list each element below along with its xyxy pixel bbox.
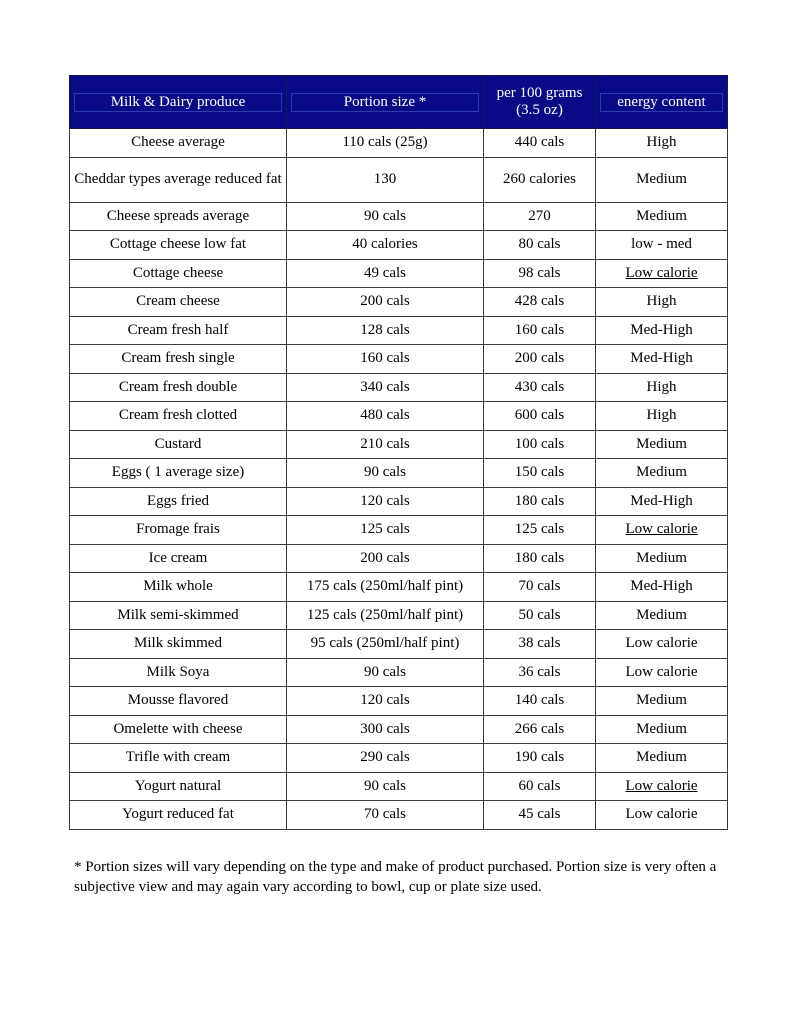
table-row (70, 157, 728, 202)
cell-per100: 190 cals (484, 744, 596, 773)
cell-portion: 130 (287, 157, 484, 202)
table-row (70, 202, 728, 231)
cell-portion: 210 cals (287, 430, 484, 459)
cell-portion: 90 cals (287, 658, 484, 687)
cell-portion: 128 cals (287, 316, 484, 345)
cell-per100: 36 cals (484, 658, 596, 687)
cell-portion: 480 cals (287, 402, 484, 431)
table-row (70, 316, 728, 345)
table-row (70, 459, 728, 488)
cell-energy: Low calorie (596, 772, 728, 801)
cell-item: Milk Soya (70, 658, 287, 687)
cell-portion: 49 cals (287, 259, 484, 288)
table-row (70, 687, 728, 716)
cell-energy: Low calorie (596, 516, 728, 545)
cell-energy: Medium (596, 687, 728, 716)
table-header (70, 76, 728, 129)
cell-portion: 120 cals (287, 687, 484, 716)
cell-per100: 440 cals (484, 129, 596, 158)
cell-item: Custard (70, 430, 287, 459)
cell-energy: Med-High (596, 487, 728, 516)
cell-portion: 110 cals (25g) (287, 129, 484, 158)
cell-portion: 125 cals (287, 516, 484, 545)
cell-item: Eggs ( 1 average size) (70, 459, 287, 488)
cell-energy: High (596, 402, 728, 431)
table-row (70, 487, 728, 516)
table-row (70, 288, 728, 317)
cell-item: Cream fresh clotted (70, 402, 287, 431)
cell-item: Fromage frais (70, 516, 287, 545)
cell-per100: 160 cals (484, 316, 596, 345)
cell-per100: 428 cals (484, 288, 596, 317)
cell-portion: 40 calories (287, 231, 484, 260)
cell-energy: High (596, 288, 728, 317)
cell-energy: Medium (596, 744, 728, 773)
cell-energy: Low calorie (596, 658, 728, 687)
cell-energy: Medium (596, 544, 728, 573)
cell-portion: 175 cals (250ml/half pint) (287, 573, 484, 602)
table-row (70, 772, 728, 801)
cell-energy: Med-High (596, 316, 728, 345)
cell-energy: Medium (596, 202, 728, 231)
cell-item: Cheddar types average reduced fat (70, 157, 287, 202)
cell-per100: 60 cals (484, 772, 596, 801)
header-item: Milk & Dairy produce (70, 76, 287, 129)
table-row (70, 658, 728, 687)
cell-per100: 38 cals (484, 630, 596, 659)
table-row (70, 345, 728, 374)
cell-item: Cottage cheese low fat (70, 231, 287, 260)
cell-item: Eggs fried (70, 487, 287, 516)
footnote: * Portion sizes will vary depending on the type and make of product purchased. Portion size is very often a subjective view and may again vary according to bowl, cup or plate size used. (74, 859, 717, 895)
table-row (70, 516, 728, 545)
header-portion: Portion size * (287, 76, 484, 129)
cell-item: Cream fresh single (70, 345, 287, 374)
cell-item: Cream fresh half (70, 316, 287, 345)
header-energy: energy content (596, 76, 728, 129)
cell-portion: 90 cals (287, 202, 484, 231)
cell-per100: 140 cals (484, 687, 596, 716)
cell-per100: 180 cals (484, 544, 596, 573)
table-row (70, 402, 728, 431)
cell-per100: 200 cals (484, 345, 596, 374)
cell-item: Yogurt reduced fat (70, 801, 287, 830)
cell-portion: 200 cals (287, 288, 484, 317)
table-row (70, 373, 728, 402)
table-row (70, 801, 728, 830)
cell-per100: 100 cals (484, 430, 596, 459)
cell-per100: 98 cals (484, 259, 596, 288)
cell-portion: 90 cals (287, 459, 484, 488)
cell-energy: Low calorie (596, 259, 728, 288)
table-row (70, 231, 728, 260)
cell-energy: Medium (596, 430, 728, 459)
cell-portion: 125 cals (250ml/half pint) (287, 601, 484, 630)
cell-item: Cheese spreads average (70, 202, 287, 231)
cell-energy: Medium (596, 601, 728, 630)
cell-portion: 95 cals (250ml/half pint) (287, 630, 484, 659)
cell-per100: 260 calories (484, 157, 596, 202)
table-row (70, 259, 728, 288)
cell-per100: 430 cals (484, 373, 596, 402)
cell-portion: 340 cals (287, 373, 484, 402)
cell-item: Milk skimmed (70, 630, 287, 659)
cell-item: Cream fresh double (70, 373, 287, 402)
cell-portion: 300 cals (287, 715, 484, 744)
table-row (70, 744, 728, 773)
header-per100: per 100 grams (3.5 oz) (484, 76, 596, 129)
cell-energy: Low calorie (596, 630, 728, 659)
cell-energy: Medium (596, 459, 728, 488)
table-row (70, 430, 728, 459)
cell-per100: 600 cals (484, 402, 596, 431)
cell-per100: 70 cals (484, 573, 596, 602)
cell-item: Milk semi-skimmed (70, 601, 287, 630)
cell-energy: low - med (596, 231, 728, 260)
cell-energy: High (596, 373, 728, 402)
cell-per100: 266 cals (484, 715, 596, 744)
table-row (70, 544, 728, 573)
cell-energy: Med-High (596, 345, 728, 374)
calorie-table (69, 75, 728, 830)
cell-per100: 270 (484, 202, 596, 231)
table-body (70, 129, 728, 830)
cell-energy: High (596, 129, 728, 158)
cell-per100: 80 cals (484, 231, 596, 260)
cell-energy: Med-High (596, 573, 728, 602)
cell-item: Cheese average (70, 129, 287, 158)
cell-portion: 290 cals (287, 744, 484, 773)
cell-portion: 70 cals (287, 801, 484, 830)
cell-per100: 45 cals (484, 801, 596, 830)
table-row (70, 129, 728, 158)
cell-per100: 125 cals (484, 516, 596, 545)
table-row (70, 601, 728, 630)
cell-energy: Medium (596, 157, 728, 202)
table-row (70, 715, 728, 744)
cell-portion: 90 cals (287, 772, 484, 801)
table-row (70, 630, 728, 659)
cell-per100: 50 cals (484, 601, 596, 630)
cell-per100: 180 cals (484, 487, 596, 516)
cell-portion: 200 cals (287, 544, 484, 573)
cell-item: Milk whole (70, 573, 287, 602)
cell-per100: 150 cals (484, 459, 596, 488)
cell-item: Ice cream (70, 544, 287, 573)
cell-energy: Medium (596, 715, 728, 744)
cell-item: Yogurt natural (70, 772, 287, 801)
cell-portion: 120 cals (287, 487, 484, 516)
cell-item: Cream cheese (70, 288, 287, 317)
cell-item: Cottage cheese (70, 259, 287, 288)
cell-item: Omelette with cheese (70, 715, 287, 744)
header-row (70, 76, 728, 129)
cell-item: Trifle with cream (70, 744, 287, 773)
cell-item: Mousse flavored (70, 687, 287, 716)
table-row (70, 573, 728, 602)
cell-portion: 160 cals (287, 345, 484, 374)
cell-energy: Low calorie (596, 801, 728, 830)
